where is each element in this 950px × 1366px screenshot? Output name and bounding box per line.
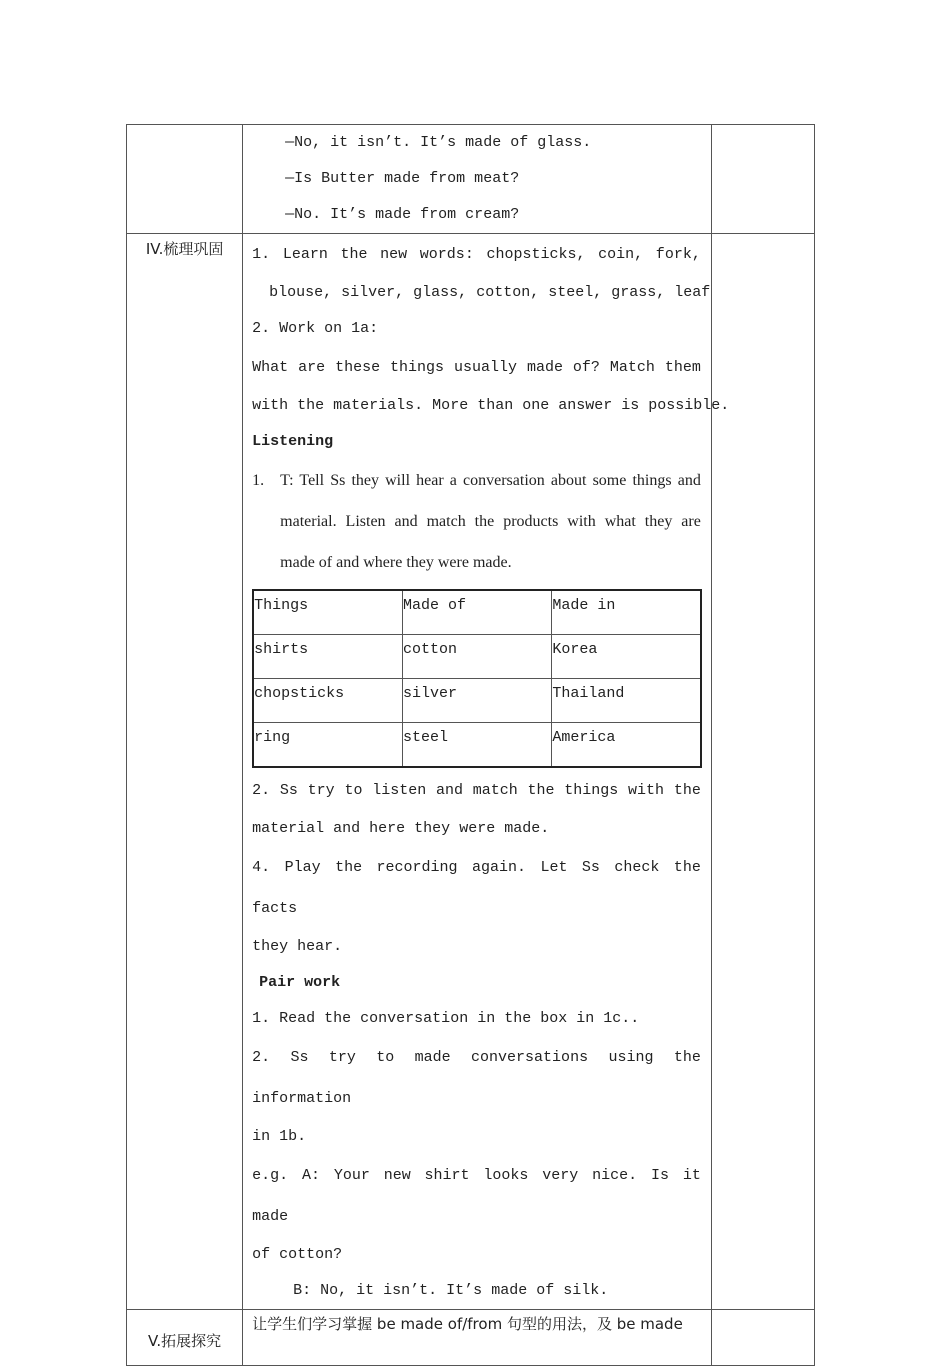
listen1-line1: T: Tell Ss they will hear a conversation about some things and (280, 472, 701, 489)
table-cell: silver (402, 679, 551, 723)
notes-cell (711, 125, 814, 234)
table-cell: America (552, 723, 701, 768)
notes-cell (711, 234, 814, 1310)
step4-line2: they hear. (252, 938, 343, 955)
dialogue-line: —Is Butter made from meat? (285, 170, 520, 187)
table-header-cell: Made in (552, 590, 701, 635)
table-header-cell: Things (253, 590, 402, 635)
content-cell (243, 234, 730, 1310)
pair2-line2: in 1b. (252, 1128, 307, 1145)
stage-cell (127, 1310, 243, 1366)
table-cell: Thailand (552, 679, 701, 723)
listen1-line2: material. Listen and match the products with what they are (280, 513, 701, 530)
step4-line1: 4. Play the recording again. Let Ss check the facts (252, 859, 701, 917)
table-cell: ring (253, 723, 402, 768)
table-row (253, 635, 701, 679)
step2-line2: material and here they were made. (252, 820, 550, 837)
table-cell: shirts (253, 635, 402, 679)
table-cell: Korea (552, 635, 701, 679)
pair-item-1: 1. Read the conversation in the box in 1c.. (252, 1010, 640, 1027)
table-header-cell: Made of (402, 590, 551, 635)
table-row (127, 234, 815, 1310)
content-cell (243, 125, 712, 234)
listen1-line3: made of and where they were made. (280, 554, 512, 571)
table-cell: chopsticks (253, 679, 402, 723)
step2-line1: 2. Ss try to listen and match the things with the (252, 782, 701, 799)
content-cell (243, 1310, 712, 1366)
dialogue-line: —No. It’s made from cream? (285, 206, 520, 223)
table-row (253, 679, 701, 723)
lesson-plan-table (126, 124, 815, 1366)
list-number: 1. (252, 472, 265, 489)
vocab-list: blouse, silver, glass, cotton, steel, grass, leaf (269, 284, 711, 301)
notes-cell (711, 1310, 814, 1366)
dialogue-block (243, 125, 711, 233)
extension-text: 让学生们学习掌握 be made of/from 句型的用法，及 be made (252, 1315, 683, 1333)
stage-label: V.拓展探究 (148, 1332, 222, 1350)
table-cell: cotton (402, 635, 551, 679)
table-header-row (253, 590, 701, 635)
item2-line1: What are these things usually made of? Match them (252, 359, 701, 376)
table-row (127, 1310, 815, 1366)
item2-line2: with the materials. More than one answer is possible. (252, 397, 730, 414)
example-line2: of cotton? (252, 1246, 343, 1263)
example-response: B: No, it isn’t. It’s made of silk. (293, 1282, 609, 1299)
table-row (253, 723, 701, 768)
table-cell: steel (402, 723, 551, 768)
materials-table (252, 589, 702, 768)
table-row (127, 125, 815, 234)
example-line1: e.g. A: Your new shirt looks very nice. Is it made (252, 1167, 701, 1225)
stage-label: IV.梳理巩固 (145, 240, 224, 258)
listening-heading: Listening (252, 433, 334, 450)
item2-title: 2. Work on 1a: (252, 320, 379, 337)
pair2-line1: 2. Ss try to made conversations using the information (252, 1049, 701, 1107)
dialogue-line: —No, it isn’t. It’s made of glass. (285, 134, 592, 151)
item1-line1: 1. Learn the new words: chopsticks, coin, fork, (252, 246, 701, 263)
stage-cell (127, 125, 243, 234)
listening-item (252, 460, 701, 583)
pair-work-heading: Pair work (259, 974, 341, 991)
stage-cell (127, 234, 243, 1310)
